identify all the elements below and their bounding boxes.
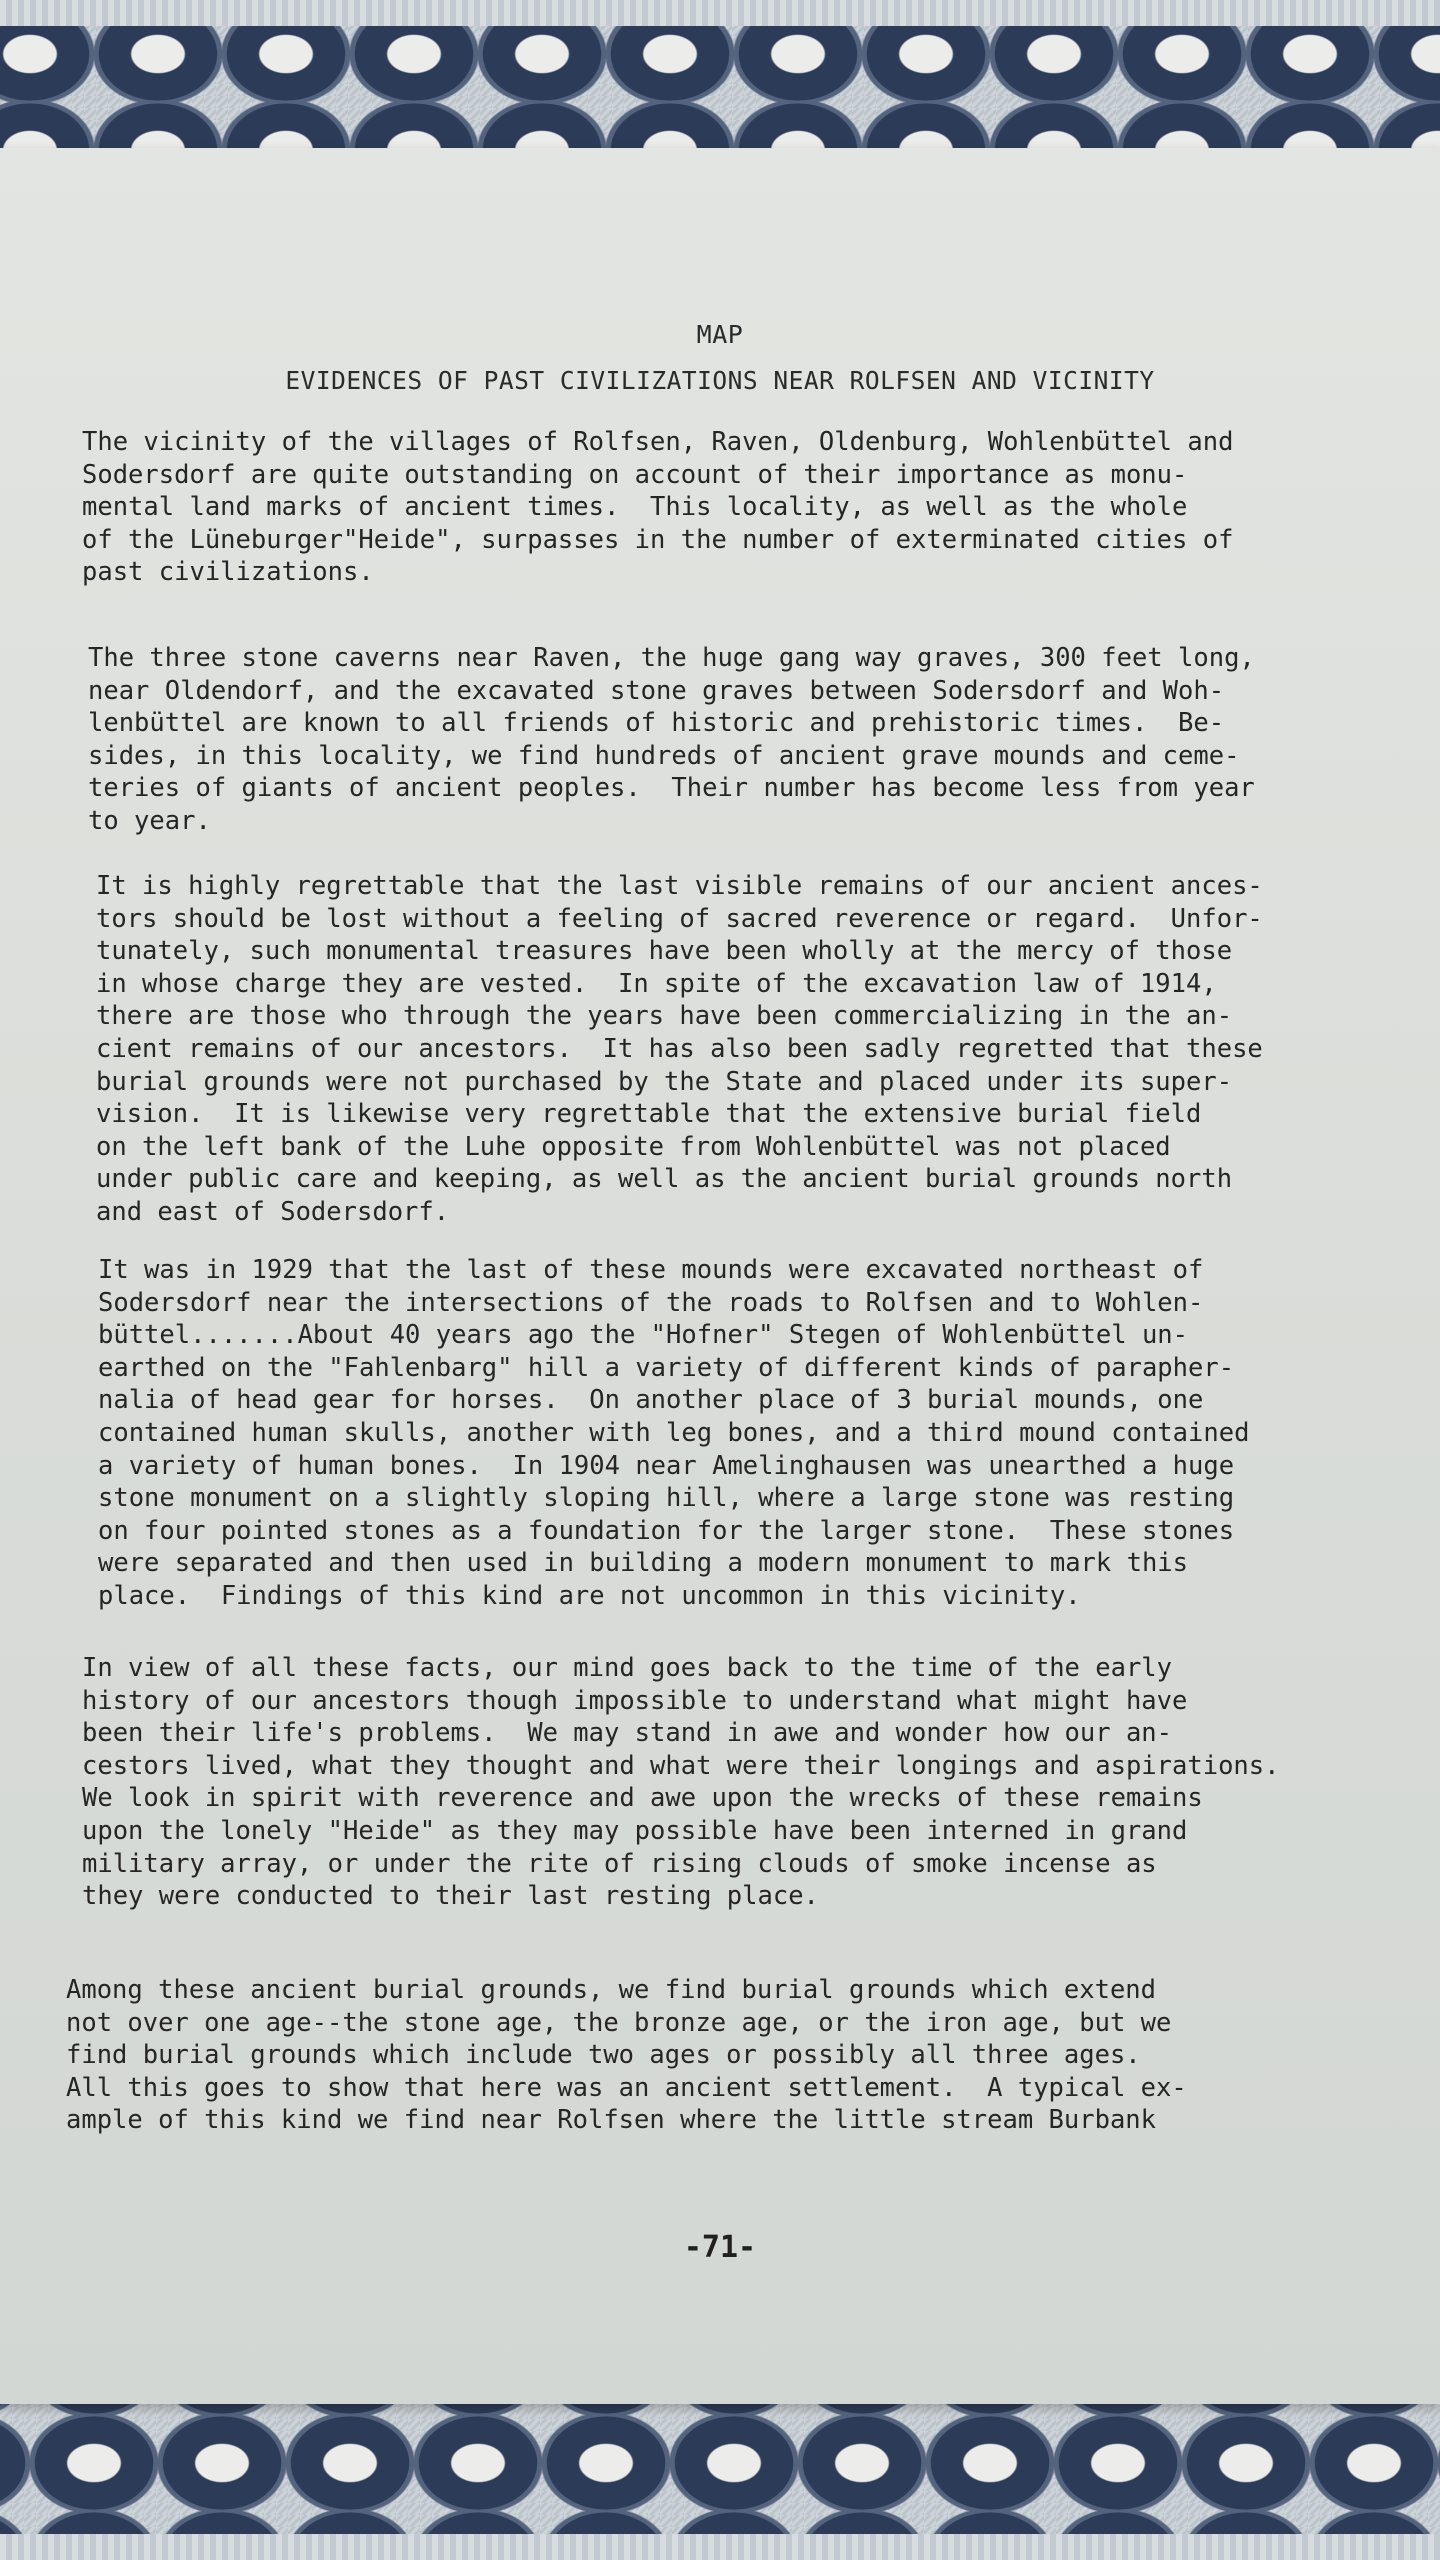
page-subtitle: EVIDENCES OF PAST CIVILIZATIONS NEAR ROLFSEN AND VICINITY [285, 366, 1155, 395]
tablecloth-stripe [0, 2534, 1440, 2560]
page-title: MAP [696, 320, 744, 349]
tablecloth-bottom [0, 2395, 1440, 2560]
document-page [0, 148, 1440, 2404]
page-number: -71- [683, 2230, 757, 2265]
paragraph-1: The vicinity of the villages of Rolfsen, Raven, Oldenburg, Wohlenbüttel and Sodersdorf are quite outstanding on account of their importance as monu- mental land marks of ancient times. This locality, as well as the whole of the Lüneburger"Heide", surpasses in the number of exterminated cities of past civilizations. [82, 427, 1234, 588]
paragraph-3: It is highly regrettable that the last visible remains of our ancient ances- tors should be lost without a feeling of sacred reverence or regard. Unfor- tunately, such monumental treasures have been wholly at the mercy of those in whose charge they are vested. In spite of the excavation law of 1914, there are those who through the years have been commercializing in the an- cient remains of our ancestors. It has also been sadly regretted that these burial grounds were not purchased by the State and placed under its super- vision. It is likewise very regrettable that the extensive burial field on the left bank of the Luhe opposite from Wohlenbüttel was not placed under public care and keeping, as well as the ancient burial grounds north and east of Sodersdorf. [96, 871, 1263, 1227]
tablecloth-top [0, 0, 1440, 150]
tablecloth-stripe [0, 0, 1440, 26]
paragraph-5: In view of all these facts, our mind goes back to the time of the early history of our ancestors though impossible to understand what might have been their life's problems. We may stand in awe and wonder how our an- cestors lived, what they thought and what were their longings and aspirations. We look in spirit with reverence and awe upon the wrecks of these remains upon the lonely "Heide" as they may possible have been interned in grand military array, or under the rite of rising clouds of smoke incense as they were conducted to their last resting place. [82, 1653, 1280, 1912]
paragraph-2: The three stone caverns near Raven, the huge gang way graves, 300 feet long, near Oldendorf, and the excavated stone graves between Sodersdorf and Woh- lenbüttel are known to all friends of historic and prehistoric times. Be- sides, in this locality, we find hundreds of ancient grave mounds and ceme- teries of giants of ancient peoples. Their number has become less from year to year. [88, 643, 1255, 836]
paragraph-4: It was in 1929 that the last of these mounds were excavated northeast of Sodersdorf near the intersections of the roads to Rolfsen and to Wohlen- büttel.......About 40 years ago the "Hofner" Stegen of Wohlenbüttel un- earthed on the "Fahlenbarg" hill a variety of different kinds of parapher- nalia of head gear for horses. On another place of 3 burial mounds, one contained human skulls, another with leg bones, and a third mound contained a variety of human bones. In 1904 near Amelinghausen was unearthed a huge stone monument on a slightly sloping hill, where a large stone was resting on four pointed stones as a foundation for the larger stone. These stones were separated and then used in building a modern monument to mark this place. Findings of this kind are not uncommon in this vicinity. [98, 1255, 1250, 1611]
paragraph-6: Among these ancient burial grounds, we find burial grounds which extend not over one age--the stone age, the bronze age, or the iron age, but we find burial grounds which include two ages or possibly all three ages. All this goes to show that here was an ancient settlement. A typical ex- ample of this kind we find near Rolfsen where the little stream Burbank [66, 1975, 1187, 2136]
